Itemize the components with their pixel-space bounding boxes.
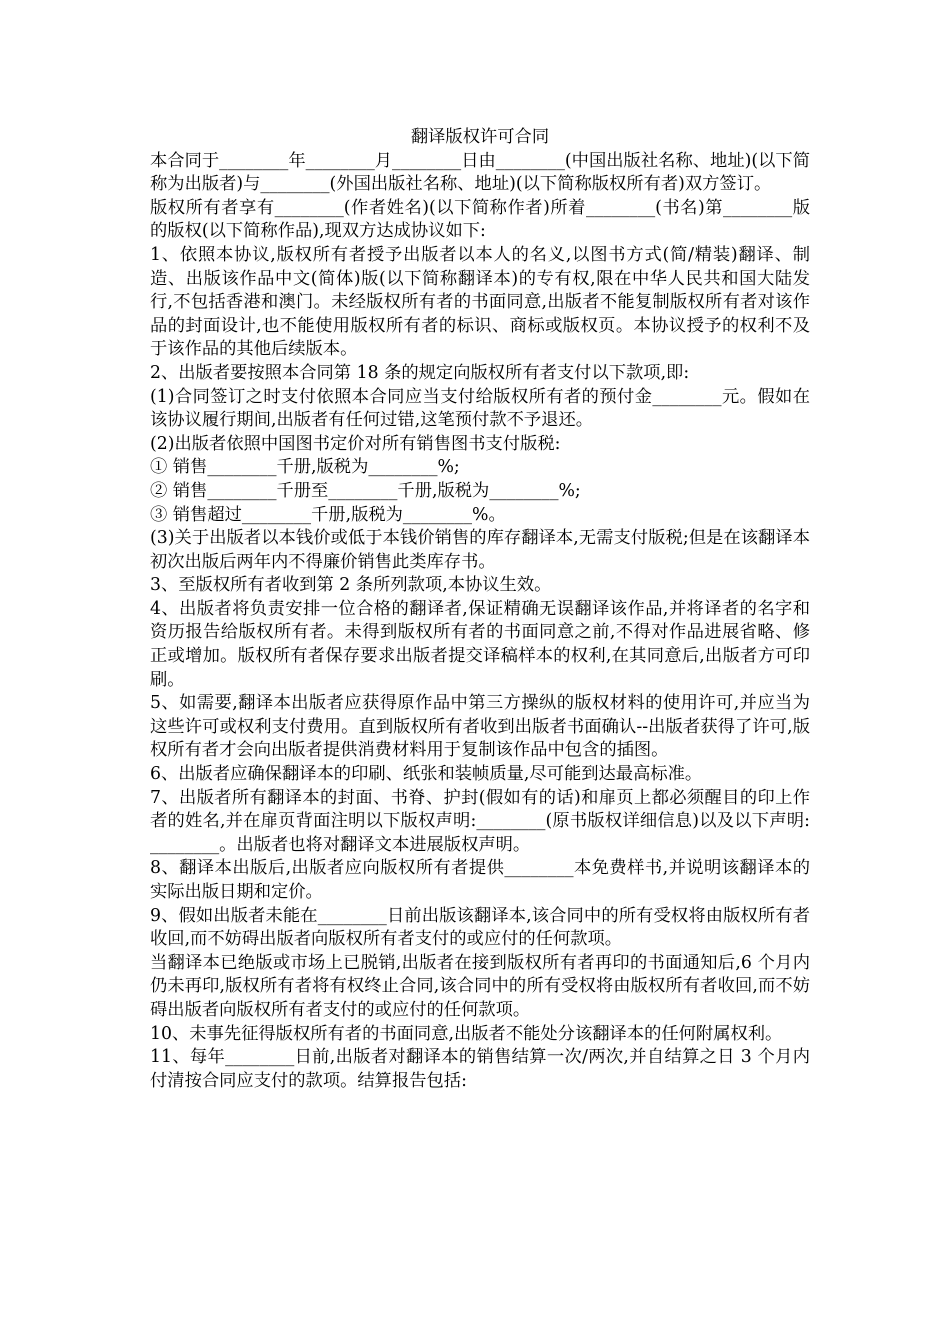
royalty-tier-1: ① 销售________千册,版税为________%;	[150, 457, 460, 478]
clause-3-paragraph: 3、至版权所有者收到第 2 条所列款项,本协议生效。	[150, 575, 552, 596]
document-body	[150, 126, 810, 1093]
clause-9-continuation-paragraph: 当翻译本已绝版或市场上已脱销,出版者在接到版权所有者再印的书面通知后,6 个月内仍未再印,版权所有者将有权终止合同,该合同中的所有受权将由版权所有者收回,而不妨碍出版者向版权所有者支付的或应付的任何款项。	[150, 952, 810, 1020]
clause-10-paragraph: 10、未事先征得版权所有者的书面同意,出版者不能处分该翻译本的任何附属权利。	[150, 1023, 783, 1044]
clause-5-paragraph: 5、如需要,翻译本出版者应获得原作品中第三方操纵的版权材料的使用许可,并应当为这些许可或权利支付费用。直到版权所有者收到出版者书面确认--出版者获得了许可,版权所有者才会向出版者提供消费材料用于复制该作品中包含的插图。	[150, 693, 810, 761]
clause-7-paragraph: 7、出版者所有翻译本的封面、书脊、护封(假如有的话)和扉页上都必须醒目的印上作者的姓名,并在扉页背面注明以下版权声明:________(原书版权详细信息)以及以下声明:________。出版者也将对翻译文本进展版权声明。	[150, 787, 810, 855]
clause-6-paragraph: 6、出版者应确保翻译本的印刷、纸张和装帧质量,尽可能到达最高标准。	[150, 764, 703, 785]
rights-owner-paragraph: 版权所有者享有________(作者姓名)(以下简称作者)所着________(书名)第________版的版权(以下简称作品),现双方达成协议如下:	[150, 197, 810, 242]
clause-2-item-3-paragraph: (3)关于出版者以本钱价或低于本钱价销售的库存翻译本,无需支付版税;但是在该翻译本初次出版后两年内不得廉价销售此类库存书。	[150, 528, 810, 572]
clause-4-paragraph: 4、出版者将负责安排一位合格的翻译者,保证精确无误翻译该作品,并将译者的名字和资历报告给版权所有者。未得到版权所有者的书面同意之前,不得对作品进展省略、修正或增加。版权所有者保存要求出版者提交译稿样本的权利,在其同意后,出版者方可印刷。	[150, 598, 810, 690]
clause-2-paragraph: 2、出版者要按照本合同第 18 条的规定向版权所有者支付以下款项,即:	[150, 362, 690, 383]
clause-9-paragraph: 9、假如出版者未能在________日前出版该翻译本,该合同中的所有受权将由版权所有者收回,而不妨碍出版者向版权所有者支付的或应付的任何款项。	[150, 905, 810, 950]
clause-2-item-1-paragraph: (1)合同签订之时支付依照本合同应当支付给版权所有者的预付金________元。假如在该协议履行期间,出版者有任何过错,这笔预付款不予退还。	[150, 386, 810, 431]
document-title: 翻译版权许可合同	[410, 127, 550, 147]
preamble-paragraph: 本合同于________年________月________日由________(中国出版社名称、地址)(以下简称为出版者)与________(外国出版社名称、地址)(以下简称版权所有者)双方签订。	[150, 150, 810, 195]
clause-1-paragraph: 1、依照本协议,版权所有者授予出版者以本人的名义,以图书方式(简/精装)翻译、制造、出版该作品中文(简体)版(以下简称翻译本)的专有权,限在中华人民共和国大陆发行,不包括香港和澳门。未经版权所有者的书面同意,出版者不能复制版权所有者对该作品的封面设计,也不能使用版权所有者的标识、商标或版权页。本协议授予的权利不及于该作品的其他后续版本。	[150, 244, 810, 360]
clause-2-item-2-paragraph: (2)出版者依照中国图书定价对所有销售图书支付版税:	[150, 433, 561, 454]
clause-8-paragraph: 8、翻译本出版后,出版者应向版权所有者提供________本免费样书,并说明该翻译本的实际出版日期和定价。	[150, 858, 810, 902]
royalty-tier-3: ③ 销售超过________千册,版税为________%。	[150, 504, 506, 525]
royalty-tier-2: ② 销售________千册至________千册,版税为________%;	[150, 480, 581, 501]
clause-11-paragraph: 11、每年________日前,出版者对翻译本的销售结算一次/两次,并自结算之日 3 个月内付清按合同应支付的款项。结算报告包括:	[150, 1047, 810, 1091]
